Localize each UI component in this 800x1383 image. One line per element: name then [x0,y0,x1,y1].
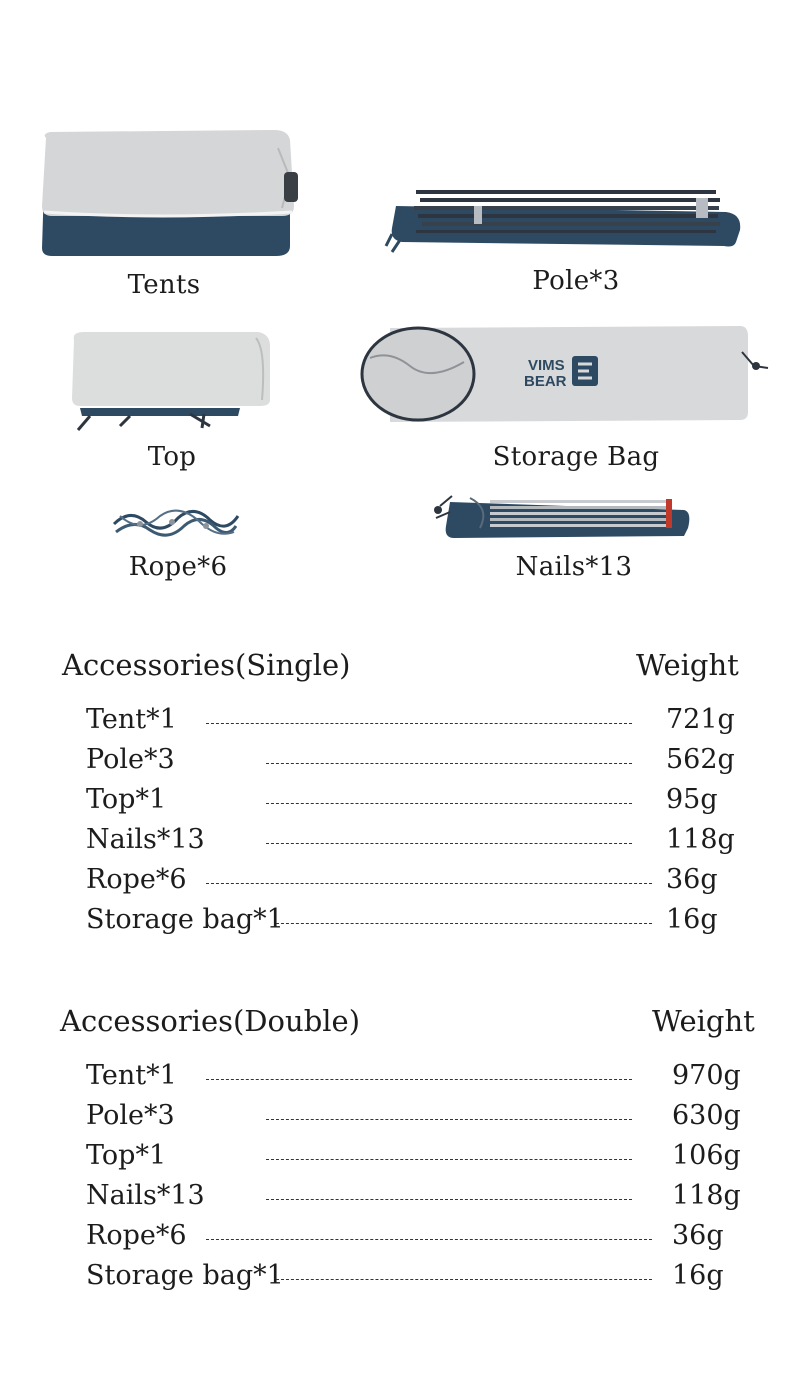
table-row [0,1140,800,1178]
item-weight: 630g [672,1100,741,1131]
item-weight: 721g [666,704,735,735]
rope-bundle-image [110,504,242,544]
item-name: Tent*1 [86,704,177,735]
leader-line [206,883,652,884]
item-name: Tent*1 [86,1060,177,1091]
item-weight: 118g [666,824,735,855]
double-weight-header: Weight [652,1004,755,1038]
tent-label: Tents [127,270,201,300]
leader-line [266,763,632,764]
item-weight: 16g [666,904,718,935]
leader-line [206,1079,632,1080]
table-row [0,1260,800,1298]
single-title: Accessories(Single) [62,648,351,682]
double-accessories-table [0,1004,800,1304]
leader-line [266,803,632,804]
top-fabric-image [70,330,274,432]
tent-package-image [38,128,300,260]
table-row [0,1060,800,1098]
storage-bag-label: Storage Bag [492,442,660,472]
table-row [0,744,800,782]
item-name: Nails*13 [86,824,205,855]
table-row [0,704,800,742]
storage-bag-image [360,322,780,426]
item-name: Storage bag*1 [86,904,284,935]
item-name: Pole*3 [86,1100,175,1131]
item-name: Nails*13 [86,1180,205,1211]
leader-line [206,1239,652,1240]
item-weight: 36g [666,864,718,895]
table-row [0,1220,800,1258]
bag-logo-line2: BEAR [524,373,567,390]
single-accessories-table [0,648,800,948]
double-title: Accessories(Double) [60,1004,361,1038]
item-weight: 36g [672,1220,724,1251]
rope-label: Rope*6 [128,552,228,582]
table-row [0,904,800,942]
leader-line [266,1119,632,1120]
item-weight: 118g [672,1180,741,1211]
single-weight-header: Weight [636,648,739,682]
table-row [0,1100,800,1138]
leader-line [206,723,632,724]
table-row [0,824,800,862]
item-weight: 16g [672,1260,724,1291]
nails-bundle-image [430,488,692,544]
leader-line [266,843,632,844]
leader-line [266,1159,632,1160]
item-name: Storage bag*1 [86,1260,284,1291]
item-weight: 562g [666,744,735,775]
nails-label: Nails*13 [515,552,633,582]
table-row [0,784,800,822]
leader-line [276,923,652,924]
item-name: Top*1 [86,1140,167,1171]
top-label: Top [147,442,197,472]
item-weight: 95g [666,784,718,815]
table-row [0,1180,800,1218]
item-weight: 970g [672,1060,741,1091]
leader-line [276,1279,652,1280]
pole-bundle-image [386,184,744,254]
item-name: Top*1 [86,784,167,815]
item-weight: 106g [672,1140,741,1171]
bag-logo-line1: VIMS [528,357,565,374]
item-name: Rope*6 [86,1220,187,1251]
leader-line [266,1199,632,1200]
item-name: Pole*3 [86,744,175,775]
pole-label: Pole*3 [532,266,620,296]
item-name: Rope*6 [86,864,187,895]
table-row [0,864,800,902]
